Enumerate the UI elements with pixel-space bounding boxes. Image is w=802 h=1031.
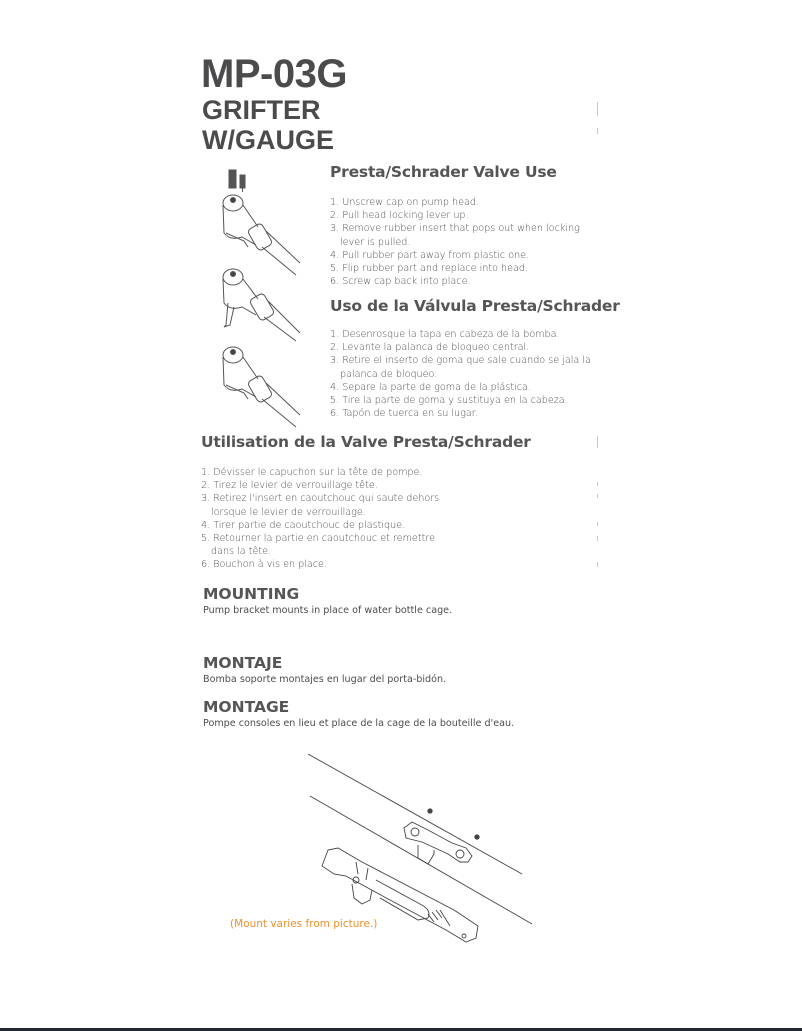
mounting-text-es: Bomba soporte montajes en lugar del porta-bidón. xyxy=(203,674,447,685)
screw-icon xyxy=(475,835,479,839)
step-item: 5. Tire la parte de goma y sustituya en la cabeza. xyxy=(330,395,568,407)
step-item: 3. Retirez l'insert en caoutchouc qui saute dehors lorsque le levier de verrouillage. xyxy=(201,493,443,518)
heading-french: Utilisation de la Valve Presta/Schrader xyxy=(201,433,531,451)
mounting-text-fr: Pompe consoles en lieu et place de la cage de la bouteille d'eau. xyxy=(203,718,515,729)
bracket-icon xyxy=(404,822,472,864)
heading-mounting-es: MONTAJE xyxy=(203,654,283,672)
mounting-text-en: Pump bracket mounts in place of water bottle cage. xyxy=(203,605,453,616)
edge-mark xyxy=(597,128,598,134)
step-item: 3. Retire el inserto de goma que sale cuando se jala la palanca de bloqueo. xyxy=(330,355,594,380)
step-item: 1. Dévisser le capuchon sur la tête de pompe. xyxy=(201,467,423,478)
step-item: 1. Unscrew cap on pump head. xyxy=(330,197,480,208)
edge-mark xyxy=(597,102,598,116)
step-item: 2. Pull head locking lever up. xyxy=(330,210,469,222)
mount-note: (Mount varies from picture.) xyxy=(230,918,378,930)
edge-mark xyxy=(597,562,598,567)
product-model: MP-03G xyxy=(201,52,347,96)
edge-mark xyxy=(597,522,598,526)
steps-french xyxy=(201,466,456,572)
step-item: 2. Tirez le levier de verrouillage tête. xyxy=(201,480,378,492)
product-name-line1: GRIFTER xyxy=(202,95,321,125)
steps-english xyxy=(330,196,590,288)
steps-spanish xyxy=(330,328,600,420)
step-item: 4. Tirer partie de caoutchouc de plastique. xyxy=(201,519,406,531)
presta-valve-icon xyxy=(229,170,236,188)
edge-mark xyxy=(597,482,598,486)
step-item: 6. Screw cap back into place. xyxy=(330,276,471,288)
heading-spanish: Uso de la Válvula Presta/Schrader xyxy=(330,297,620,315)
edge-mark xyxy=(597,536,598,541)
heading-mounting-fr: MONTAGE xyxy=(203,698,290,716)
frame-tube-top xyxy=(308,754,522,874)
step-item: 3. Remove rubber insert that pops out when locking lever is pulled. xyxy=(330,223,583,248)
screw-icon xyxy=(428,809,432,813)
heading-english: Presta/Schrader Valve Use xyxy=(330,163,557,181)
pump-head-illustrations xyxy=(200,165,320,435)
product-name-line2: W/GAUGE xyxy=(202,125,334,155)
pump-head-icon-1 xyxy=(223,195,300,275)
step-item: 4. Separe la parte de goma de la plástica. xyxy=(330,381,531,393)
pump-head-icon-2 xyxy=(223,269,300,341)
edge-mark xyxy=(597,494,598,498)
step-item: 1. Desenrosque la tapa en cabeza de la bomba. xyxy=(330,329,560,340)
step-item: 5. Retourner la partie en caoutchouc et remettre dans la tête. xyxy=(201,533,439,558)
step-item: 4. Pull rubber part away from plastic one. xyxy=(330,249,530,261)
step-item: 5. Flip rubber part and replace into head. xyxy=(330,263,529,275)
heading-mounting-en: MOUNTING xyxy=(203,585,300,603)
pump-head-icon-3 xyxy=(223,347,300,427)
edge-mark xyxy=(597,436,598,448)
step-item: 2. Levante la palanca de bloqueo central. xyxy=(330,342,530,354)
step-item: 6. Tapón de tuerca en su lugar. xyxy=(330,408,478,420)
schrader-valve-icon xyxy=(240,175,245,188)
step-item: 6. Bouchon à vis en place. xyxy=(201,559,328,571)
